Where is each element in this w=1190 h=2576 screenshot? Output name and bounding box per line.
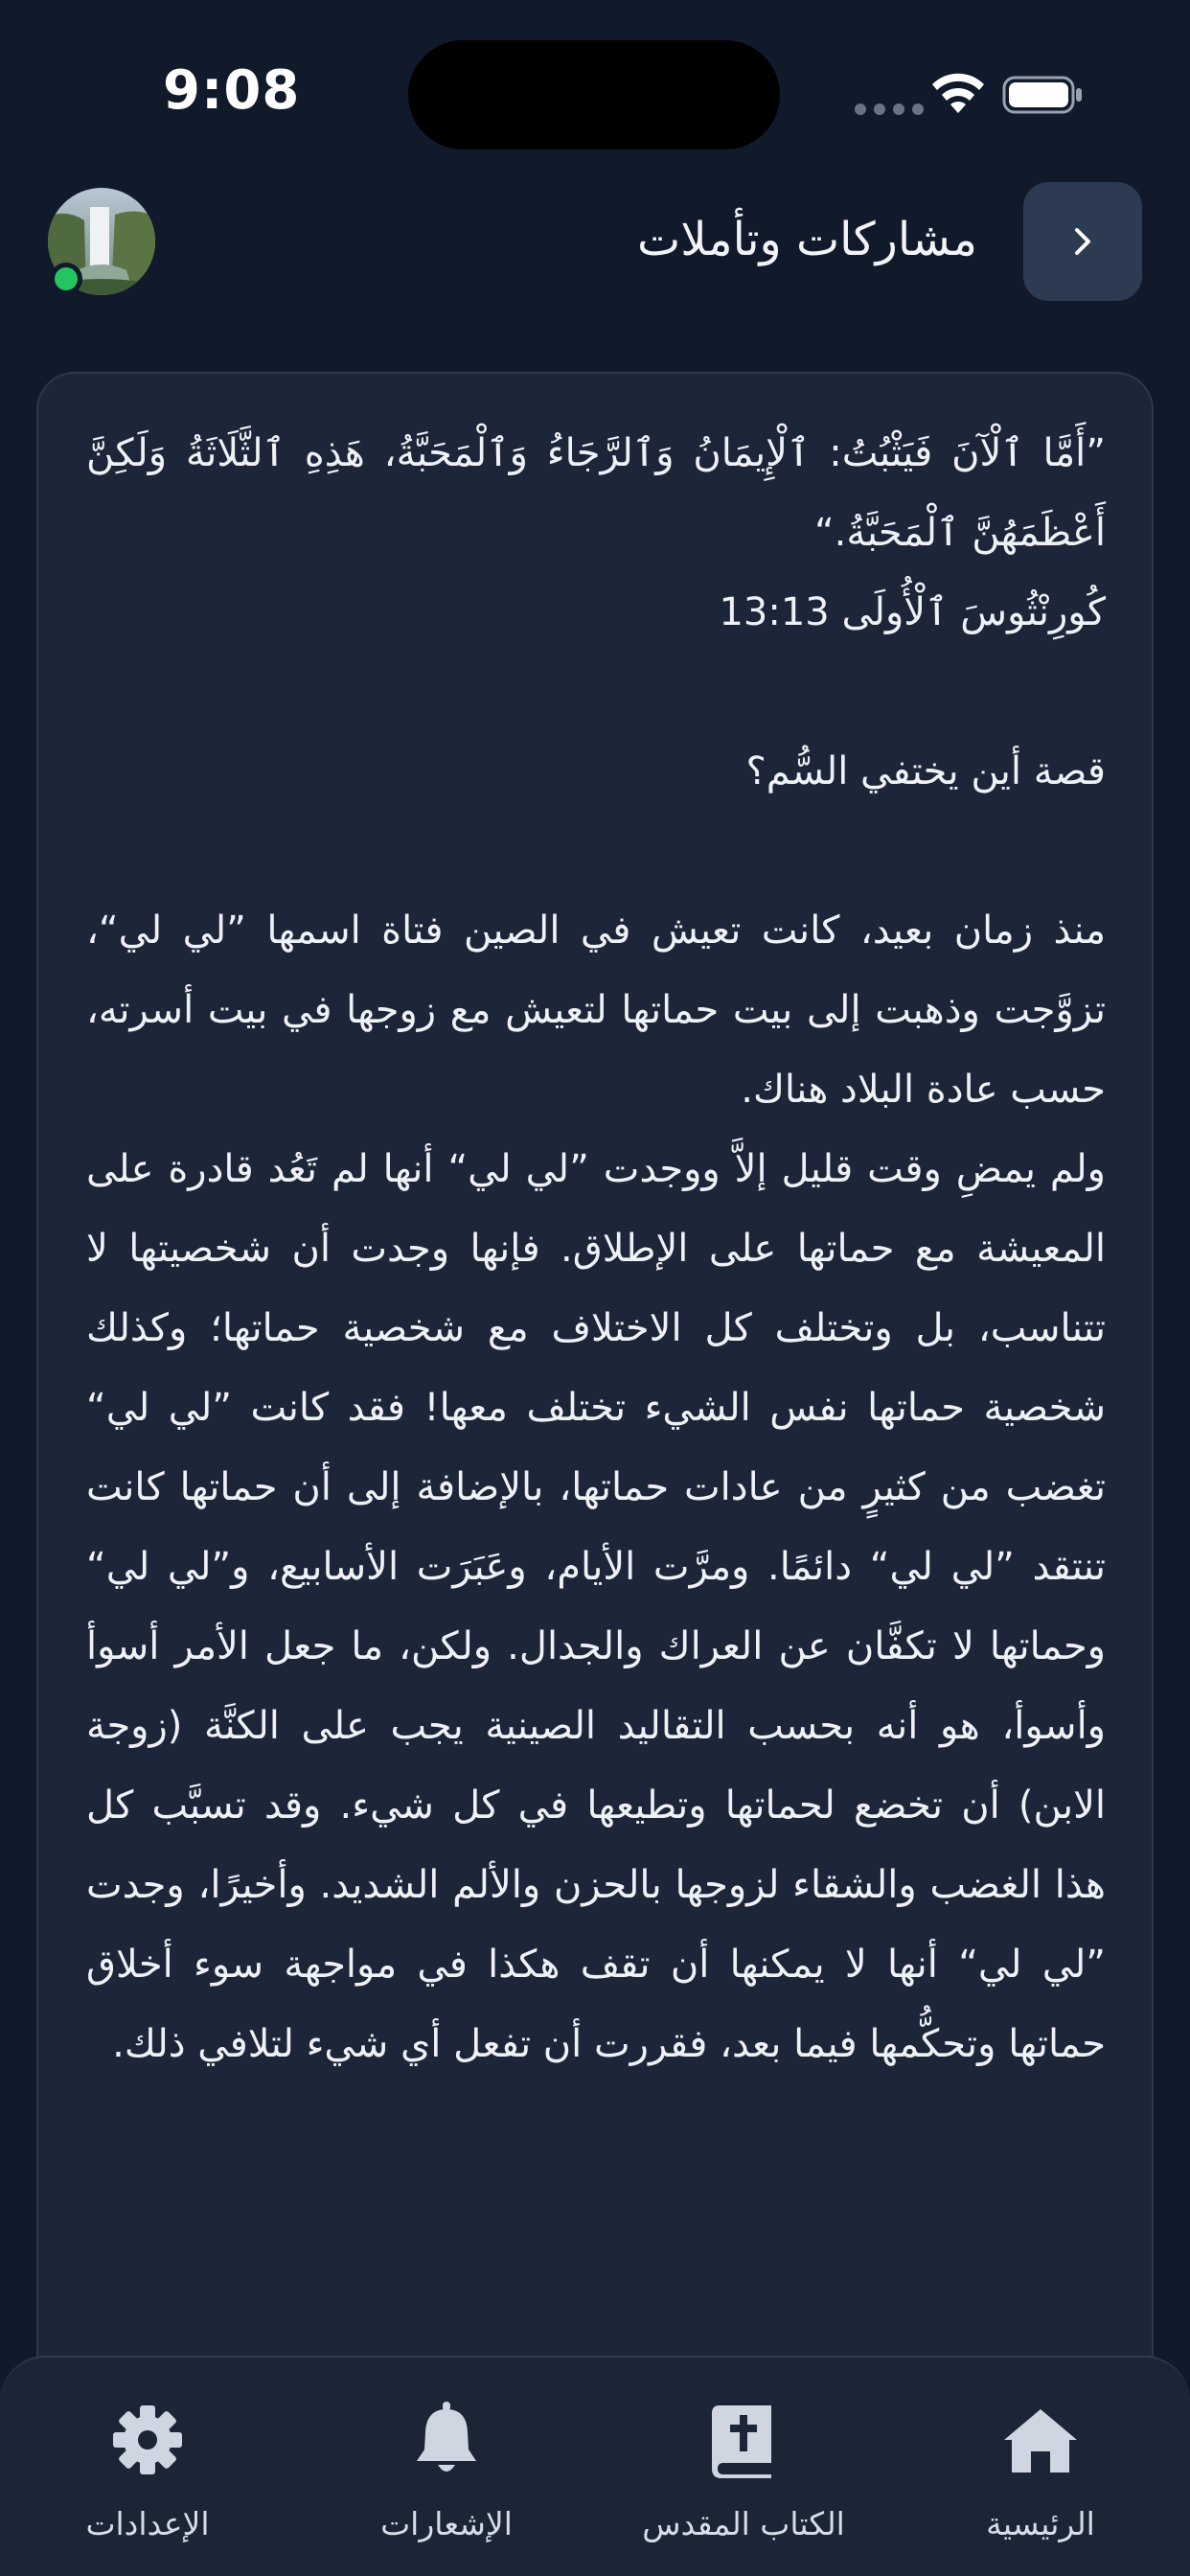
bottom-tab-bar (0, 2356, 1190, 2576)
bible-icon (710, 2402, 777, 2478)
gear-icon (111, 2404, 184, 2476)
tab-settings-label: الإعدادات (85, 2505, 210, 2542)
tab-notifications-label: الإشعارات (380, 2505, 513, 2542)
tab-settings[interactable] (23, 2358, 272, 2576)
battery-icon (1002, 75, 1085, 115)
spacer (86, 812, 1106, 891)
post-content (86, 414, 1106, 2084)
bible-verse: ”أَمَّا ٱلْآنَ فَيَثْبُتُ: ٱلْإِيمَانُ وَٱلرَّجَاءُ وَٱلْمَحَبَّةُ، هَذِهِ ٱلثَّلَاثَةُ وَلَكِنَّ أَعْظَمَهُنَّ ٱلْمَحَبَّةُ.“ (86, 431, 1106, 555)
tab-bible-label: الكتاب المقدس (642, 2505, 845, 2542)
tab-bible[interactable] (619, 2358, 868, 2576)
status-bar (0, 0, 1190, 182)
tab-home[interactable] (916, 2358, 1165, 2576)
story-paragraph: منذ زمان بعيد، كانت تعيش في الصين فتاة اسمها ”لي لي“، تزوَّجت وذهبت إلى بيت حماتها لتعيش مع زوجها في بيت أسرته، حسب عادة البلاد هناك. (86, 908, 1106, 1112)
back-button[interactable] (1023, 182, 1142, 301)
status-time: 9:08 (163, 59, 301, 122)
page-title: مشاركات وتأملات (637, 213, 977, 266)
spacer (86, 653, 1106, 732)
verse-reference: كُورِنْثُوسَ ٱلْأُولَى 13:13 (719, 590, 1106, 634)
story-paragraph: ولم يمضِ وقت قليل إلاَّ ووجدت ”لي لي“ أنها لم تَعُد قادرة على المعيشة مع حماتها على الإطلاق. فإنها وجدت أن شخصيتها لا تتناسب، بل وتختلف كل الاختلاف مع شخصية حماتها؛ وكذلك شخصية حماتها نفس الشيء تختلف معها! فقد كانت ”لي لي“ تغضب من كثيرٍ من عادات حماتها، بالإضافة إلى أن حماتها كانت تنتقد ”لي لي“ دائمًا. ومرَّت الأيام، وعَبَرَت الأسابيع، و”لي لي“ وحماتها لا تكفَّان عن العراك والجدال. ولكن، ما جعل الأمر أسوأ وأسوأ، هو أنه بحسب التقاليد الصينية يجب على الكنَّة (زوجة الابن) أن تخضع لحماتها وتطيعها في كل شيء. وقد تسبَّب كل هذا الغضب والشقاء لزوجها بالحزن والألم الشديد. وأخيرًا، وجدت ”لي لي“ أنها لا يمكنها أن تقف هكذا في مواجهة سوء أخلاق حماتها وتحكُّمها فيما بعد، فقررت أن تفعل أي شيء لتلافي ذلك. (86, 1147, 1106, 2066)
dynamic-island (408, 40, 780, 150)
chevron-right-icon (1064, 222, 1102, 261)
tab-home-label: الرئيسية (986, 2505, 1095, 2542)
cellular-icon (855, 104, 924, 115)
top-header (0, 182, 1190, 307)
tab-notifications[interactable] (322, 2358, 571, 2576)
home-icon (1000, 2405, 1081, 2474)
online-status-indicator (50, 263, 82, 295)
bell-icon (413, 2402, 480, 2478)
wifi-icon (929, 71, 987, 117)
post-card (36, 372, 1154, 2576)
story-title: قصة أين يختفي السُّم؟ (745, 749, 1106, 794)
